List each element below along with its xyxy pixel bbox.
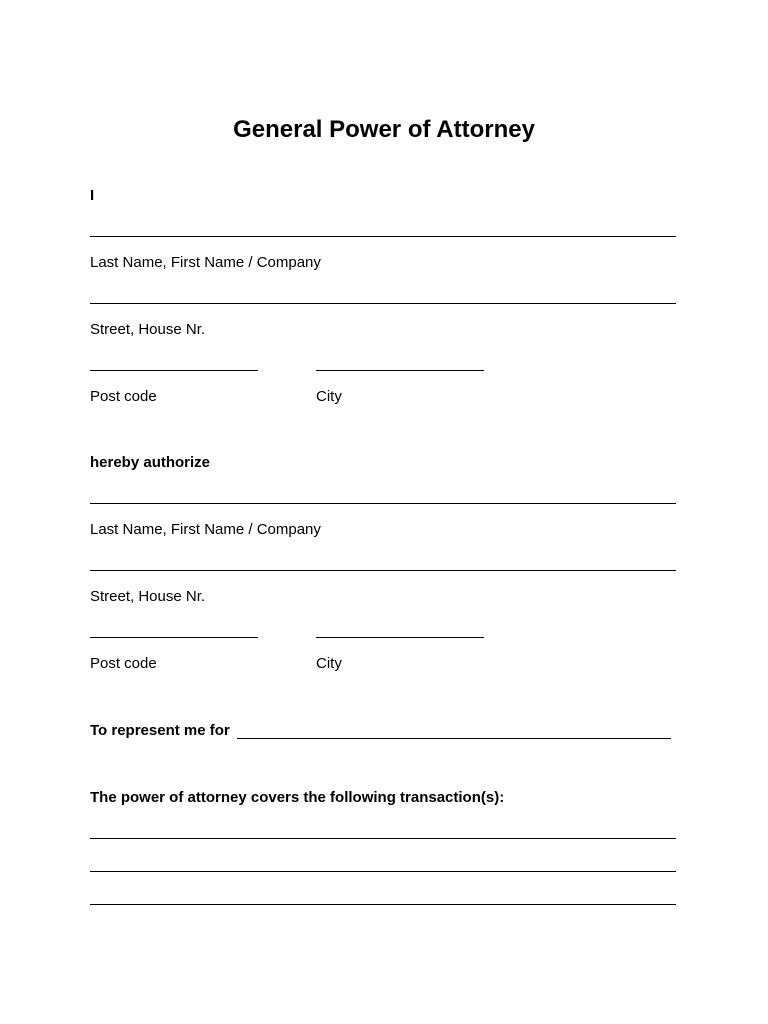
transaction-line-1[interactable]: [90, 838, 676, 839]
transactions-label: The power of attorney covers the following transaction(s):: [90, 789, 505, 806]
principal-intro: I: [90, 187, 95, 204]
agent-city-line[interactable]: [316, 637, 484, 638]
principal-name-label: Last Name, First Name / Company: [90, 254, 321, 271]
principal-street-label: Street, House Nr.: [90, 321, 206, 338]
transaction-line-3[interactable]: [90, 904, 676, 905]
agent-name-label: Last Name, First Name / Company: [90, 521, 321, 538]
principal-postcode-line[interactable]: [90, 370, 258, 371]
principal-street-line[interactable]: [90, 303, 676, 304]
principal-postcode-label: Post code: [90, 388, 157, 405]
principal-city-label: City: [316, 388, 342, 405]
agent-intro: hereby authorize: [90, 454, 211, 471]
represent-line[interactable]: [237, 738, 671, 739]
transaction-line-2[interactable]: [90, 871, 676, 872]
agent-postcode-label: Post code: [90, 655, 157, 672]
principal-name-line[interactable]: [90, 236, 676, 237]
agent-postcode-line[interactable]: [90, 637, 258, 638]
principal-city-line[interactable]: [316, 370, 484, 371]
agent-city-label: City: [316, 655, 342, 672]
agent-name-line[interactable]: [90, 503, 676, 504]
document-title: General Power of Attorney: [233, 116, 535, 143]
agent-street-label: Street, House Nr.: [90, 588, 206, 605]
agent-street-line[interactable]: [90, 570, 676, 571]
represent-label: To represent me for: [90, 722, 230, 739]
